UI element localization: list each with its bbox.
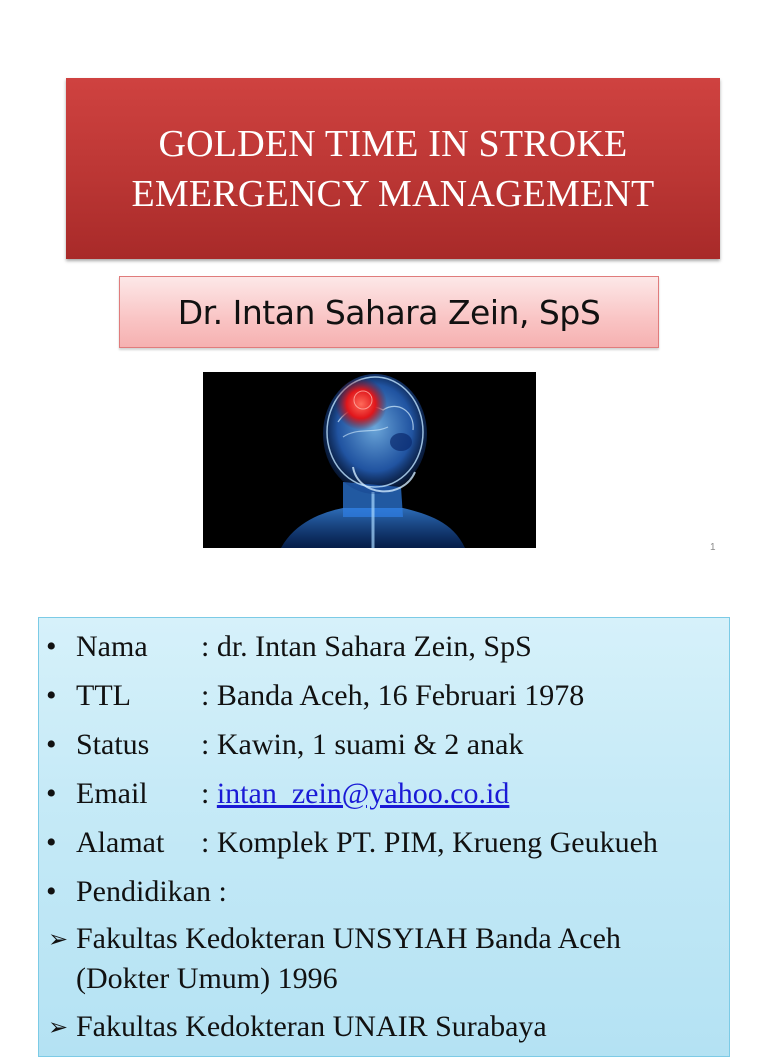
bio-value: : Kawin, 1 suami & 2 anak — [201, 728, 524, 761]
education-item — [39, 919, 731, 959]
bullet-icon: • — [46, 728, 57, 761]
bio-label: Status — [76, 728, 150, 761]
bio-slide — [0, 596, 768, 1043]
email-colon: : — [201, 777, 217, 810]
education-line: Fakultas Kedokteran UNSYIAH Banda Aceh — [76, 922, 621, 955]
bullet-icon: • — [46, 679, 57, 712]
bio-label: Pendidikan : — [76, 875, 227, 908]
slide-title: GOLDEN TIME IN STROKE EMERGENCY MANAGEMENT — [131, 122, 655, 215]
bio-label: Email — [76, 777, 148, 810]
slide-gap — [0, 576, 768, 596]
author-name: Dr. Intan Sahara Zein, SpS — [177, 292, 601, 332]
bio-value: : Komplek PT. PIM, Krueng Geukueh — [201, 826, 658, 859]
education-item — [39, 1007, 731, 1047]
bullet-icon: • — [46, 875, 57, 908]
bio-item-status — [39, 720, 731, 769]
bio-item-pendidikan — [39, 867, 731, 916]
bullet-icon: • — [46, 630, 57, 663]
bio-label: TTL — [76, 679, 131, 712]
author-banner — [119, 276, 659, 348]
bio-list — [39, 622, 731, 1047]
bio-value — [201, 769, 509, 818]
bio-item-nama — [39, 622, 731, 671]
slide-number: 1 — [710, 542, 716, 553]
title-banner — [66, 78, 720, 259]
bio-value: : dr. Intan Sahara Zein, SpS — [201, 630, 532, 663]
bio-item-ttl — [39, 671, 731, 720]
bio-content-box — [38, 617, 730, 1057]
education-line: (Dokter Umum) 1996 — [76, 962, 338, 995]
bio-label: Nama — [76, 630, 148, 663]
bullet-icon: • — [46, 826, 57, 859]
bio-item-alamat — [39, 818, 731, 867]
arrow-bullet-icon: ➢ — [48, 1013, 69, 1041]
arrow-bullet-icon: ➢ — [48, 925, 69, 953]
bio-item-email — [39, 769, 731, 818]
bio-label: Alamat — [76, 826, 165, 859]
brain-xray-image — [203, 372, 536, 548]
email-link[interactable]: intan_zein@yahoo.co.id — [216, 777, 510, 810]
bullet-icon: • — [46, 777, 57, 810]
education-item-continued — [39, 959, 731, 999]
bio-value: : Banda Aceh, 16 Februari 1978 — [201, 679, 585, 712]
education-line: Fakultas Kedokteran UNAIR Surabaya — [76, 1010, 547, 1043]
brain-illustration — [203, 372, 536, 548]
